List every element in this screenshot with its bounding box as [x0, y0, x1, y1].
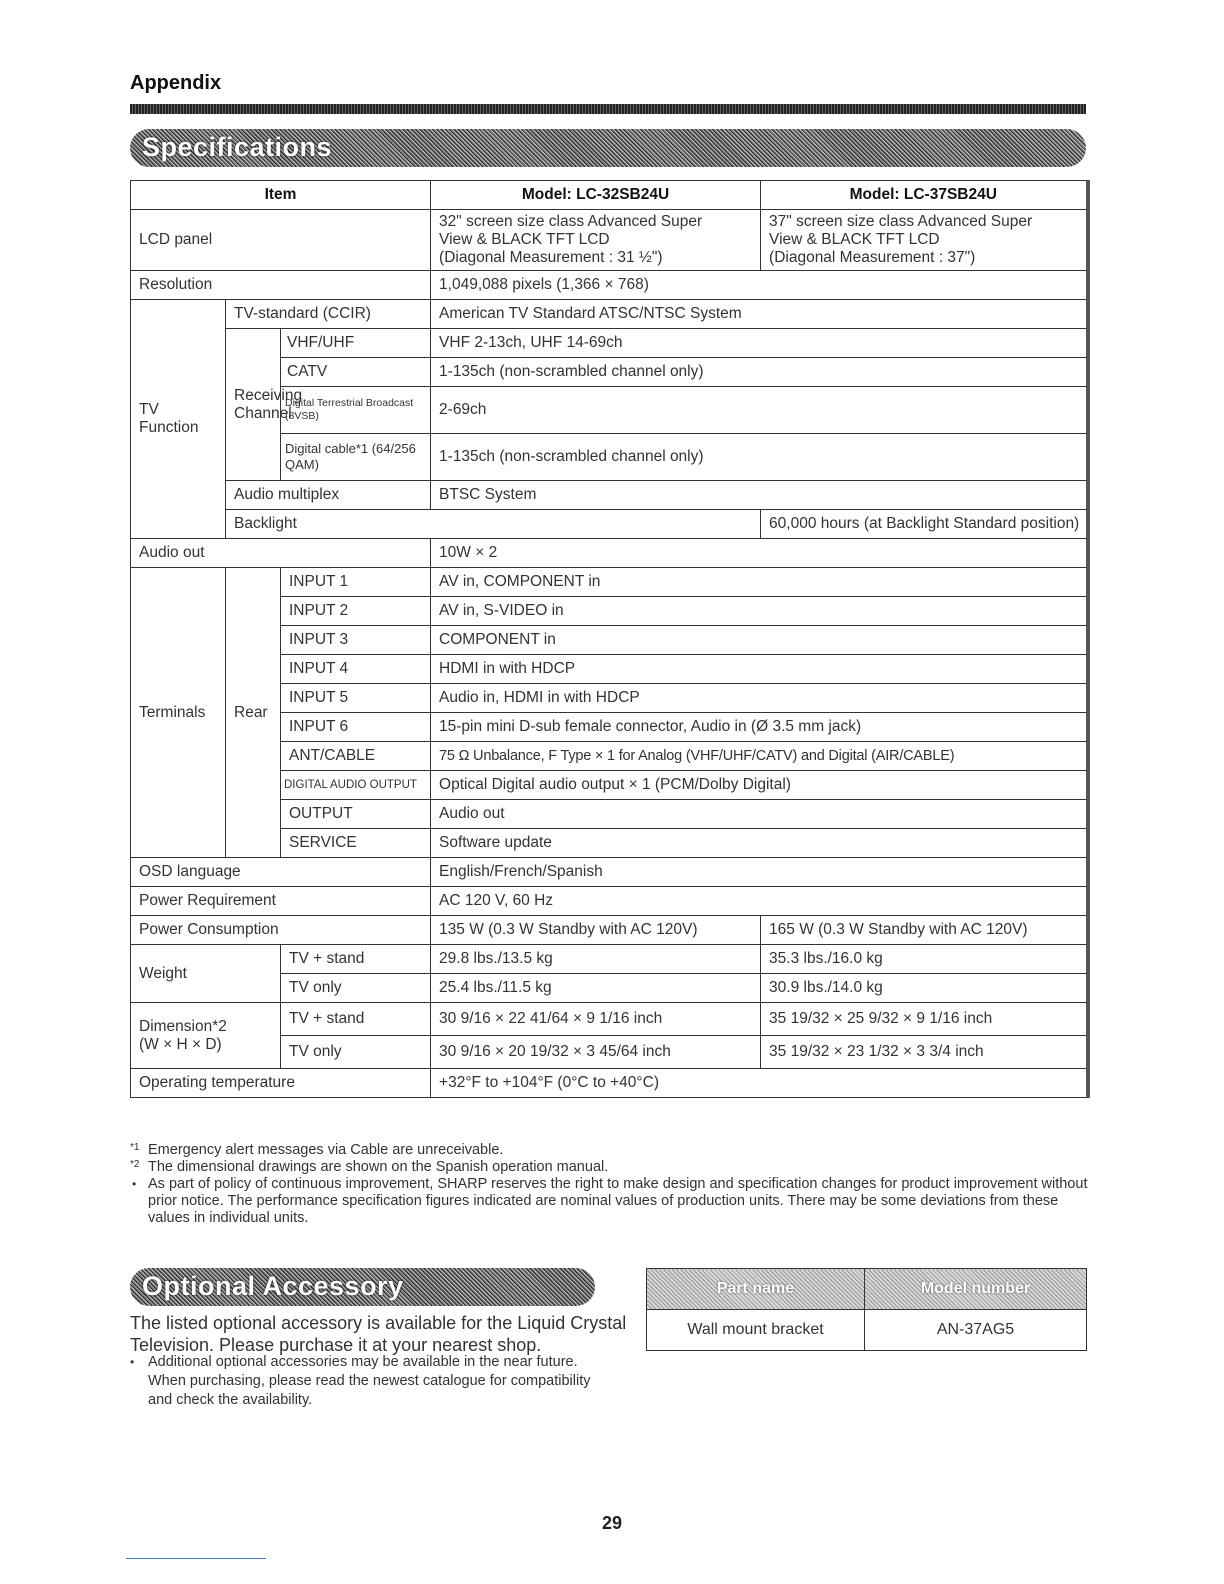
table-row: [131, 481, 1088, 510]
row-value-model-b: 30.9 lbs./14.0 kg: [761, 974, 1088, 1003]
table-row: [131, 945, 1088, 974]
row-value: AV in, S-VIDEO in: [431, 597, 1088, 626]
page-number: 29: [601, 1513, 623, 1533]
row-value: AC 120 V, 60 Hz: [431, 887, 1088, 916]
table-row: [131, 887, 1088, 916]
footnote: [130, 1176, 1090, 1227]
row-label: INPUT 5: [281, 684, 431, 713]
specifications-table: [130, 180, 1090, 1098]
table-row: [647, 1310, 1087, 1351]
row-value: 15-pin mini D-sub female connector, Audio in (Ø 3.5 mm jack): [431, 713, 1088, 742]
footnote-text: As part of policy of continuous improvement, SHARP reserves the right to make design and specification changes for product improvement without prior notice. The performance specification figures indicated are nominal values of production units. There may be some deviations from these values in individual units.: [148, 1176, 1088, 1226]
row-value: Software update: [431, 829, 1088, 858]
row-label: TV only: [281, 974, 431, 1003]
row-value: 75 Ω Unbalance, F Type × 1 for Analog (VHF/UHF/CATV) and Digital (AIR/CABLE): [431, 742, 1088, 771]
row-value: +32°F to +104°F (0°C to +40°C): [431, 1069, 1088, 1098]
accessory-header-row: [647, 1269, 1087, 1310]
row-value: Audio in, HDMI in with HDCP: [431, 684, 1088, 713]
terminals-label: Terminals: [131, 568, 226, 858]
row-label: Digital cable*1 (64/256 QAM): [281, 434, 431, 481]
table-row: [131, 510, 1088, 539]
row-value: 1,049,088 pixels (1,366 × 768): [431, 271, 1088, 300]
footnote: [130, 1159, 1090, 1176]
row-value: BTSC System: [431, 481, 1088, 510]
footnote-mark: *1: [130, 1142, 140, 1153]
row-label: Power Requirement: [131, 887, 431, 916]
model-number: AN-37AG5: [865, 1310, 1087, 1351]
optional-accessory-banner: [130, 1268, 595, 1306]
row-label: Operating temperature: [131, 1069, 431, 1098]
section-label: Appendix: [130, 72, 222, 94]
row-value-model-b: 165 W (0.3 W Standby with AC 120V): [761, 916, 1088, 945]
row-value: AV in, COMPONENT in: [431, 568, 1088, 597]
terminals-rear-label: Rear: [226, 568, 281, 858]
table-row: [131, 858, 1088, 887]
specifications-title: Specifications: [142, 132, 333, 162]
table-row: [131, 329, 1088, 358]
optional-accessory-title: Optional Accessory: [142, 1271, 404, 1301]
bullet-icon: •: [130, 1355, 135, 1369]
row-label: TV only: [281, 1036, 431, 1069]
header-model-b: Model: LC-37SB24U: [761, 181, 1088, 210]
footnote-mark: *2: [130, 1159, 140, 1170]
footnote: [130, 1142, 1090, 1159]
table-row: [131, 539, 1088, 568]
row-value: 2-69ch: [431, 387, 1088, 434]
row-value: HDMI in with HDCP: [431, 655, 1088, 684]
row-label: Audio out: [131, 539, 431, 568]
row-label: Power Consumption: [131, 916, 431, 945]
optional-accessory-description: The listed optional accessory is available for the Liquid Crystal Television. Please purchase it at your nearest shop.: [130, 1313, 627, 1355]
row-value-model-b: 35 19/32 × 23 1/32 × 3 3/4 inch: [761, 1036, 1088, 1069]
row-label: Backlight: [226, 510, 761, 539]
row-label: Digital Terrestrial Broadcast (8VSB): [281, 387, 431, 434]
row-label: LCD panel: [131, 210, 431, 271]
row-value: 10W × 2: [431, 539, 1088, 568]
row-value: VHF 2-13ch, UHF 14-69ch: [431, 329, 1088, 358]
footnote-text: The dimensional drawings are shown on the Spanish operation manual.: [148, 1159, 609, 1175]
row-value-model-b: 35.3 lbs./16.0 kg: [761, 945, 1088, 974]
table-row: [131, 300, 1088, 329]
row-value: 1-135ch (non-scrambled channel only): [431, 358, 1088, 387]
table-row: [131, 210, 1088, 271]
lcd-panel-model-a: 32" screen size class Advanced Super View & BLACK TFT LCD (Diagonal Measurement : 31 ½"): [431, 210, 761, 271]
row-label: Audio multiplex: [226, 481, 431, 510]
bullet-icon: •: [132, 1177, 137, 1191]
footnote-text: Emergency alert messages via Cable are unreceivable.: [148, 1142, 504, 1158]
tv-function-label: TV Function: [131, 300, 226, 539]
row-value-model-a: 25.4 lbs./11.5 kg: [431, 974, 761, 1003]
header-model-a: Model: LC-32SB24U: [431, 181, 761, 210]
row-value: Audio out: [431, 800, 1088, 829]
row-label: INPUT 3: [281, 626, 431, 655]
row-label: TV + stand: [281, 1003, 431, 1036]
accessory-table: [646, 1268, 1087, 1351]
row-value: 1-135ch (non-scrambled channel only): [431, 434, 1088, 481]
row-label: ANT/CABLE: [281, 742, 431, 771]
row-label: INPUT 4: [281, 655, 431, 684]
row-value-model-a: 135 W (0.3 W Standby with AC 120V): [431, 916, 761, 945]
optional-accessory-note: • Additional optional accessories may be available in the near future. When purchasing, please read the newest catalogue for compatibility and check the availability.: [130, 1354, 591, 1408]
footnotes: [130, 1142, 1090, 1227]
lcd-panel-model-b: 37" screen size class Advanced Super View & BLACK TFT LCD (Diagonal Measurement : 37"): [761, 210, 1088, 271]
row-value: American TV Standard ATSC/NTSC System: [431, 300, 1088, 329]
footer-line: [126, 1558, 266, 1559]
row-value-model-b: 35 19/32 × 25 9/32 × 9 1/16 inch: [761, 1003, 1088, 1036]
row-value-model-a: 29.8 lbs./13.5 kg: [431, 945, 761, 974]
table-row: [131, 916, 1088, 945]
row-label: TV-standard (CCIR): [226, 300, 431, 329]
row-value: COMPONENT in: [431, 626, 1088, 655]
header-model-number: Model number: [865, 1269, 1087, 1310]
header-rule: [130, 104, 1086, 114]
row-label: Resolution: [131, 271, 431, 300]
row-value: 60,000 hours (at Backlight Standard position): [761, 510, 1088, 539]
row-value: English/French/Spanish: [431, 858, 1088, 887]
table-row: [131, 1003, 1088, 1036]
row-label: INPUT 2: [281, 597, 431, 626]
receiving-channel-label: Receiving Channel: [226, 329, 281, 481]
row-label: INPUT 1: [281, 568, 431, 597]
weight-label: Weight: [131, 945, 281, 1003]
row-label: CATV: [281, 358, 431, 387]
table-header-row: [131, 181, 1088, 210]
row-value-model-a: 30 9/16 × 20 19/32 × 3 45/64 inch: [431, 1036, 761, 1069]
row-label: DIGITAL AUDIO OUTPUT: [281, 771, 431, 800]
row-label: VHF/UHF: [281, 329, 431, 358]
row-value: Optical Digital audio output × 1 (PCM/Dolby Digital): [431, 771, 1088, 800]
row-label: INPUT 6: [281, 713, 431, 742]
table-row: [131, 271, 1088, 300]
row-label: OSD language: [131, 858, 431, 887]
row-label: TV + stand: [281, 945, 431, 974]
row-label: OUTPUT: [281, 800, 431, 829]
header-part-name: Part name: [647, 1269, 865, 1310]
table-row: [131, 568, 1088, 597]
specifications-banner: [130, 129, 1086, 167]
row-label: SERVICE: [281, 829, 431, 858]
table-row: [131, 1069, 1088, 1098]
header-item: Item: [131, 181, 431, 210]
row-value-model-a: 30 9/16 × 22 41/64 × 9 1/16 inch: [431, 1003, 761, 1036]
part-name: Wall mount bracket: [647, 1310, 865, 1351]
dimension-label: Dimension*2 (W × H × D): [131, 1003, 281, 1069]
